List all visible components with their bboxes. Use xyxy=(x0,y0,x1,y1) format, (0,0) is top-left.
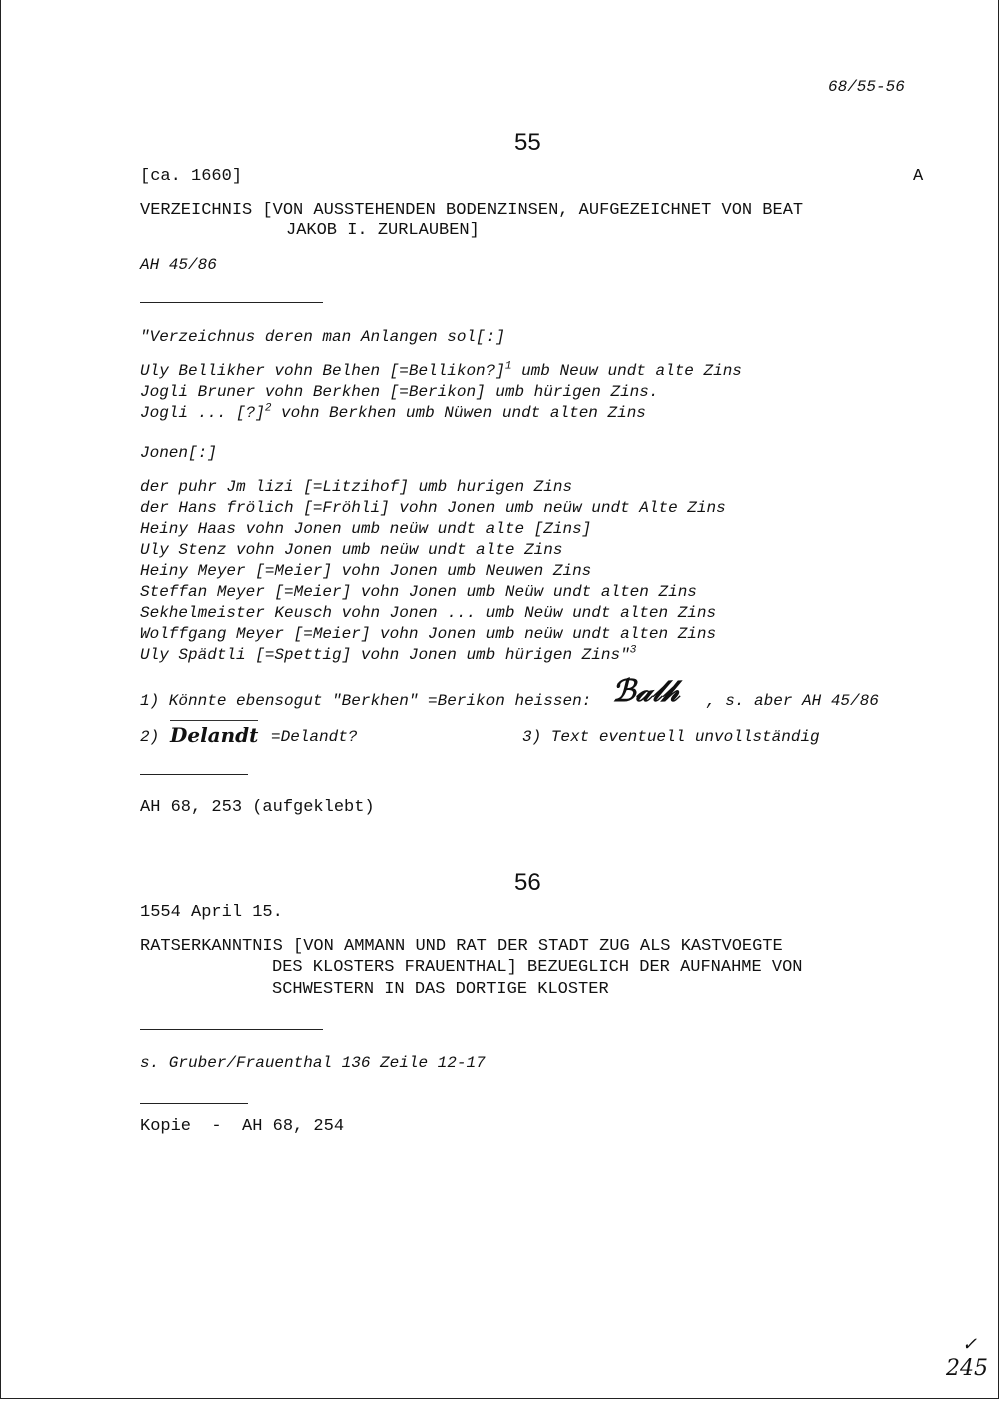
entry-line: der Hans frölich [=Fröhli] vohn Jonen umb neüw undt Alte Zins xyxy=(140,499,726,517)
entry-line: Heiny Haas vohn Jonen umb neüw undt alte [Zins] xyxy=(140,520,592,538)
entry-line: Steffan Meyer [=Meier] vohn Jonen umb Neüw undt alten Zins xyxy=(140,583,697,601)
footnote-1-suffix: , s. aber AH 45/86 xyxy=(706,692,879,710)
entry-line: Uly Stenz vohn Jonen umb neüw undt alte Zins xyxy=(140,541,563,559)
reference-number: 68/55-56 xyxy=(828,78,905,96)
footnote-2: 2) xyxy=(140,728,160,746)
entry-line: Uly Spädtli [=Spettig] vohn Jonen umb hürigen Zins"$^3$ xyxy=(140,644,637,664)
handwritten-word-image: ℬ𝒶𝓁𝒽 xyxy=(612,674,680,709)
footnote-3: 3) Text eventuell unvollständig xyxy=(522,728,820,746)
document-title-continued: SCHWESTERN IN DAS DORTIGE KLOSTER xyxy=(272,980,609,999)
entry-line: der puhr Jm lizi [=Litzihof] umb hurigen Zins xyxy=(140,478,573,496)
document-date: 1554 April 15. xyxy=(140,903,283,922)
archive-reference: AH 68, 253 (aufgeklebt) xyxy=(140,798,375,817)
footnote-1: 1) Könnte ebensogut "Berkhen" =Berikon heissen: xyxy=(140,692,592,710)
separator-rule xyxy=(140,302,323,303)
document-number: 55 xyxy=(514,129,541,156)
entry-line: Jogli ... [?]$^2$ vohn Berkhen umb Nüwen undt alten Zins xyxy=(140,402,646,422)
checkmark-icon: ✓ xyxy=(962,1334,978,1355)
section-label: Jonen[:] xyxy=(140,444,217,462)
document-title-continued: DES KLOSTERS FRAUENTHAL] BEZUEGLICH DER AUFNAHME VON xyxy=(272,958,803,977)
document-date: [ca. 1660] xyxy=(140,167,243,186)
literature-reference: s. Gruber/Frauenthal 136 Zeile 12-17 xyxy=(140,1054,486,1072)
document-letter: A xyxy=(913,167,924,186)
entry-line: Heiny Meyer [=Meier] vohn Jonen umb Neuwen Zins xyxy=(140,562,592,580)
document-number: 56 xyxy=(514,869,541,896)
document-title-continued: JAKOB I. ZURLAUBEN] xyxy=(286,221,480,240)
entry-line: Uly Bellikher vohn Belhen [=Bellikon?]$^1$ umb Neuw undt alte Zins xyxy=(140,360,742,380)
archive-reference: Kopie - AH 68, 254 xyxy=(140,1117,345,1136)
separator-rule xyxy=(140,1029,323,1030)
separator-rule xyxy=(140,774,248,775)
handwritten-page-mark: 245 xyxy=(946,1356,988,1381)
separator-rule xyxy=(140,1103,248,1104)
document-title: VERZEICHNIS [VON AUSSTEHENDEN BODENZINSEN, AUFGEZEICHNET VON BEAT xyxy=(140,201,804,220)
quote-heading: "Verzeichnus deren man Anlangen sol[:] xyxy=(140,328,505,346)
entry-line: Jogli Bruner vohn Berkhen [=Berikon] umb hürigen Zins. xyxy=(140,383,659,401)
handwritten-word-image: Delandt xyxy=(170,720,258,747)
entry-line: Wolffgang Meyer [=Meier] vohn Jonen umb neüw undt alten Zins xyxy=(140,625,717,643)
source-reference: AH 45/86 xyxy=(140,256,217,274)
entry-line: Sekhelmeister Keusch vohn Jonen ... umb Neüw undt alten Zins xyxy=(140,604,717,622)
document-title: RATSERKANNTNIS [VON AMMANN UND RAT DER STADT ZUG ALS KASTVOEGTE xyxy=(140,937,783,956)
footnote-2-suffix: =Delandt? xyxy=(271,728,358,746)
